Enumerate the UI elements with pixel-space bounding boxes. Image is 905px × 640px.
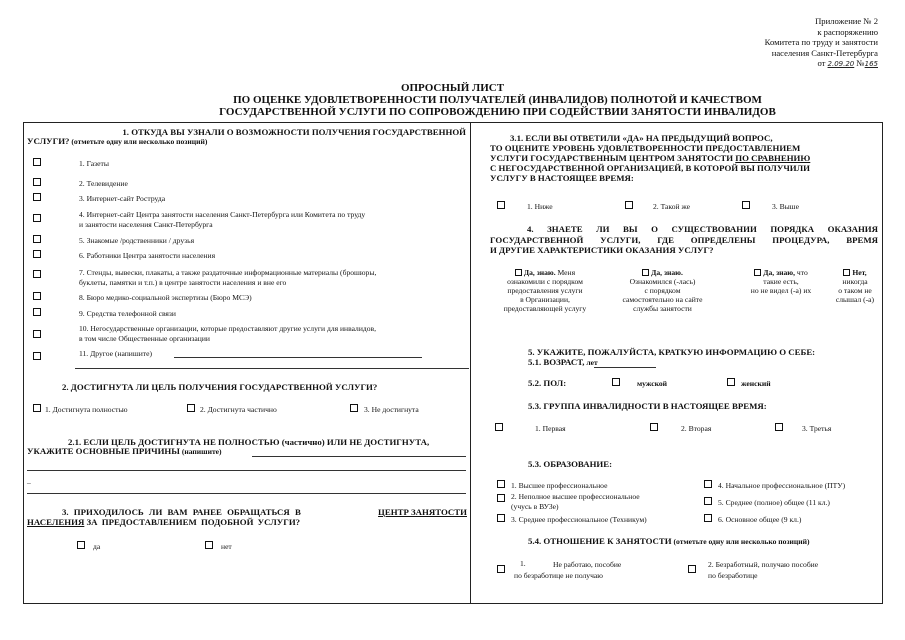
q31-option-higher: 3. Выше bbox=[772, 202, 799, 211]
q1-option-other: 11. Другое (напишите) bbox=[79, 349, 152, 358]
q1-checkbox-newspapers[interactable] bbox=[33, 158, 41, 166]
q5-option-group-3: 3. Третья bbox=[802, 424, 832, 433]
q5-checkbox-group-1[interactable] bbox=[495, 423, 503, 431]
q5-checkbox-male[interactable] bbox=[612, 378, 620, 386]
q1-option-rostrud-site: 3. Интернет-сайт Роструда bbox=[79, 194, 166, 203]
q3-checkbox-no[interactable] bbox=[205, 541, 213, 549]
q5-option-emp-with-benefit-cont: по безработице bbox=[708, 571, 758, 580]
q4-heading: 4. ЗНАЕТЕ ЛИ ВЫ О СУЩЕСТВОВАНИИ ПОРЯДКА ОКАЗАНИЯ ГОСУДАРСТВЕННОЙ УСЛУГИ, ГДЕ ОПРЕДЕЛЕНЫ ПРОЦЕДУРА, ВРЕМЯ И ДРУГИЕ ХАРАКТЕРИСТИКИ ОКАЗАНИЯ УСЛУГ? bbox=[490, 224, 878, 255]
q21-write-line-1[interactable] bbox=[252, 456, 466, 457]
q4-option-self-informed[interactable]: Да, знаю. Ознакомился (-лась) с порядком самостоятельно на сайте службы занятости bbox=[622, 268, 703, 313]
q1-option-ngo-cont: в том числе Общественные организации bbox=[79, 334, 210, 343]
q1-option-mse-bureau: 8. Бюро медико-социальной экспертизы (Бюро МСЭ) bbox=[79, 293, 252, 302]
q2-checkbox-fully[interactable] bbox=[33, 404, 41, 412]
q2-heading: 2. ДОСТИГНУТА ЛИ ЦЕЛЬ ПОЛУЧЕНИЯ ГОСУДАРСТВЕННОЙ УСЛУГИ? bbox=[62, 382, 378, 392]
q5-option-edu-higher: 1. Высшее профессиональное bbox=[511, 481, 608, 490]
q4-option-never[interactable]: Нет, никогда о таком не слышал (-а) bbox=[835, 268, 875, 304]
q3-heading: 3. ПРИХОДИЛОСЬ ЛИ ВАМ РАНЕЕ ОБРАЩАТЬСЯ В ЦЕНТР ЗАНЯТОСТИ bbox=[62, 507, 467, 517]
appendix-line: к распоряжению bbox=[817, 26, 878, 37]
q5-option-emp-no-benefit-cont: по безработице не получаю bbox=[514, 571, 603, 580]
q5-option-emp-no-benefit-num: 1. bbox=[520, 559, 526, 568]
q5-checkbox-edu-full-general[interactable] bbox=[704, 497, 712, 505]
q5-checkbox-edu-secondary-prof[interactable] bbox=[497, 514, 505, 522]
q1-option-stands: 7. Стенды, вывески, плакаты, а также раздаточные информационные материалы (брошюры, bbox=[79, 268, 377, 277]
appendix-date-line: от 2.09.20 №165 bbox=[817, 58, 878, 69]
q2-checkbox-partially[interactable] bbox=[187, 404, 195, 412]
q5-option-edu-incomplete-cont: (учусь в ВУЗе) bbox=[511, 502, 559, 511]
q31-checkbox-lower[interactable] bbox=[497, 201, 505, 209]
form-title-line: ОПРОСНЫЙ ЛИСТ bbox=[400, 82, 505, 94]
q1-checkbox-stands[interactable] bbox=[33, 270, 41, 278]
form-title-line: ГОСУДАРСТВЕННОЙ УСЛУГИ ПО СОПРОВОЖДЕНИЮ ПРИ СОДЕЙСТВИИ ЗАНЯТОСТИ ИНВАЛИДОВ bbox=[219, 106, 776, 118]
q5-option-edu-incomplete: 2. Неполное высшее профессиональное bbox=[511, 492, 640, 501]
q5-option-group-1: 1. Первая bbox=[535, 424, 566, 433]
q1-option-center-site: 4. Интернет-сайт Центра занятости населения Санкт-Петербурга или Комитета по труду bbox=[79, 210, 366, 219]
q5-option-emp-with-benefit: 2. Безработный, получаю пособие bbox=[708, 560, 819, 569]
q5-option-edu-full-general: 5. Среднее (полное) общее (11 кл.) bbox=[718, 498, 830, 507]
q5-education-heading: 5.3. ОБРАЗОВАНИЕ: bbox=[528, 459, 613, 469]
q5-option-male: мужской bbox=[637, 379, 668, 388]
q2-option-not: 3. Не достигнута bbox=[364, 405, 419, 414]
q4-checkbox-heard-not-seen[interactable] bbox=[754, 269, 761, 276]
appendix-line: Комитета по труду и занятости bbox=[764, 37, 878, 48]
q4-checkbox-self-informed[interactable] bbox=[642, 269, 649, 276]
q3-option-yes: да bbox=[93, 542, 101, 551]
q1-heading: 1. ОТКУДА ВЫ УЗНАЛИ О ВОЗМОЖНОСТИ ПОЛУЧЕНИЯ ГОСУДАРСТВЕННОЙ bbox=[122, 127, 466, 137]
q21-write-line-2[interactable] bbox=[27, 470, 466, 471]
q1-option-phone: 9. Средства телефонной связи bbox=[79, 309, 176, 318]
q5-checkbox-female[interactable] bbox=[727, 378, 735, 386]
q4-option-informed-by-org[interactable]: Да, знаю. Меня ознакомили с порядком предоставления услуги в Организации, предоставляющей услугу bbox=[503, 268, 587, 313]
q1-checkbox-ngo[interactable] bbox=[33, 330, 41, 338]
q31-heading-cont: ТО ОЦЕНИТЕ УРОВЕНЬ УДОВЛЕТВОРЕННОСТИ ПРЕДОСТАВЛЕНИЕМ УСЛУГИ ГОСУДАРСТВЕННЫМ ЦЕНТРОМ ЗАНЯТОСТИ ПО СРАВНЕНИЮ С НЕГОСУДАРСТВЕННОЙ ОРГАНИЗАЦИЕЙ, В КОТОРОЙ ВЫ ПОЛУЧИЛИ УСЛУГУ В НАСТОЯЩЕЕ ВРЕМЯ: bbox=[490, 143, 811, 183]
q5-heading: 5. УКАЖИТЕ, ПОЖАЛУЙСТА, КРАТКУЮ ИНФОРМАЦИЮ О СЕБЕ: bbox=[528, 347, 816, 357]
q5-age-write-line[interactable] bbox=[594, 367, 656, 368]
q1-checkbox-other[interactable] bbox=[33, 352, 41, 360]
q5-group-heading: 5.3. ГРУППА ИНВАЛИДНОСТИ В НАСТОЯЩЕЕ ВРЕМЯ: bbox=[528, 401, 767, 411]
q1-checkbox-rostrud-site[interactable] bbox=[33, 193, 41, 201]
q1-checkbox-mse-bureau[interactable] bbox=[33, 292, 41, 300]
q1-other-write-line-2[interactable] bbox=[75, 368, 469, 369]
q5-checkbox-emp-with-benefit[interactable] bbox=[688, 565, 696, 573]
q5-checkbox-group-3[interactable] bbox=[775, 423, 783, 431]
q31-option-lower: 1. Ниже bbox=[527, 202, 553, 211]
q5-checkbox-edu-incomplete[interactable] bbox=[497, 494, 505, 502]
q1-option-ngo: 10. Негосударственные организации, которые предоставляют другие услуги для инвалидов, bbox=[79, 324, 377, 333]
q4-checkbox-never[interactable] bbox=[843, 269, 850, 276]
q21-dash: – bbox=[27, 478, 31, 487]
q5-option-edu-basic-general: 6. Основное общее (9 кл.) bbox=[718, 515, 802, 524]
q1-checkbox-acquaintances[interactable] bbox=[33, 235, 41, 243]
q5-option-edu-secondary-prof: 3. Среднее профессиональное (Техникум) bbox=[511, 515, 647, 524]
q21-heading-cont: УКАЖИТЕ ОСНОВНЫЕ ПРИЧИНЫ (напишите) bbox=[27, 446, 222, 456]
q1-checkbox-tv[interactable] bbox=[33, 178, 41, 186]
q1-option-tv: 2. Телевидение bbox=[79, 179, 128, 188]
q5-option-emp-no-benefit: Не работаю, пособие bbox=[553, 560, 622, 569]
q3-option-no: нет bbox=[221, 542, 232, 551]
q1-option-newspapers: 1. Газеты bbox=[79, 159, 109, 168]
q21-hint: (напишите) bbox=[181, 447, 222, 456]
q2-checkbox-not[interactable] bbox=[350, 404, 358, 412]
q5-checkbox-edu-higher[interactable] bbox=[497, 480, 505, 488]
q2-option-partially: 2. Достигнута частично bbox=[200, 405, 277, 414]
form-title bbox=[0, 82, 905, 118]
q5-sex-label: 5.2. ПОЛ: bbox=[528, 378, 567, 388]
appendix-number: Приложение № 2 bbox=[815, 16, 878, 26]
q21-heading: 2.1. ЕСЛИ ЦЕЛЬ ДОСТИГНУТА НЕ ПОЛНОСТЬЮ (частично) ИЛИ НЕ ДОСТИГНУТА, bbox=[68, 437, 430, 447]
q1-checkbox-phone[interactable] bbox=[33, 308, 41, 316]
column-divider bbox=[470, 122, 471, 604]
q5-checkbox-edu-basic-general[interactable] bbox=[704, 514, 712, 522]
q5-employment-hint: (отметьте одну или несколько позиций) bbox=[673, 537, 810, 546]
q5-checkbox-edu-vocational[interactable] bbox=[704, 480, 712, 488]
number-handwritten: 165 bbox=[864, 60, 878, 69]
q5-option-group-2: 2. Вторая bbox=[681, 424, 712, 433]
q1-hint: (отметьте одну или несколько позиций) bbox=[71, 137, 208, 146]
appendix-header bbox=[765, 16, 878, 70]
q1-option-stands-cont: буклеты, памятки и т.п.) в центре занятости населения и вне его bbox=[79, 278, 287, 287]
q21-write-line-3[interactable] bbox=[27, 493, 466, 494]
q1-option-center-site-cont: и занятости населения Санкт-Петербурга bbox=[79, 220, 213, 229]
q5-checkbox-emp-no-benefit[interactable] bbox=[497, 565, 505, 573]
q4-option-heard-not-seen[interactable]: Да, знаю, что такие есть, но не видел (-а) их bbox=[750, 268, 812, 295]
appendix-line: населения Санкт-Петербурга bbox=[771, 47, 878, 58]
q5-checkbox-group-2[interactable] bbox=[650, 423, 658, 431]
q5-option-edu-vocational: 4. Начальное профессиональное (ПТУ) bbox=[718, 481, 846, 490]
q31-checkbox-higher[interactable] bbox=[742, 201, 750, 209]
q31-checkbox-same[interactable] bbox=[625, 201, 633, 209]
form-title-line: ПО ОЦЕНКЕ УДОВЛЕТВОРЕННОСТИ ПОЛУЧАТЕЛЕЙ (ИНВАЛИДОВ) ПОЛНОТОЙ И КАЧЕСТВОМ bbox=[233, 94, 762, 106]
q5-employment-heading-row: 5.4. ОТНОШЕНИЕ К ЗАНЯТОСТИ (отметьте одну или несколько позиций) bbox=[528, 536, 810, 546]
q1-checkbox-center-staff[interactable] bbox=[33, 250, 41, 258]
q4-checkbox-informed-by-org[interactable] bbox=[515, 269, 522, 276]
q31-heading: 3.1. ЕСЛИ ВЫ ОТВЕТИЛИ «ДА» НА ПРЕДЫДУЩИЙ ВОПРОС, bbox=[510, 133, 773, 143]
q1-heading-cont: УСЛУГИ? (отметьте одну или несколько позиций) bbox=[27, 136, 208, 146]
q1-checkbox-center-site[interactable] bbox=[33, 214, 41, 222]
q2-option-fully: 1. Достигнута полностью bbox=[45, 405, 128, 414]
q1-option-acquaintances: 5. Знакомые /родственники / друзья bbox=[79, 236, 195, 245]
q5-option-female: женский bbox=[741, 379, 771, 388]
q5-age-row: 5.1. ВОЗРАСТ, лет bbox=[528, 357, 598, 367]
q3-checkbox-yes[interactable] bbox=[77, 541, 85, 549]
q3-heading-cont: НАСЕЛЕНИЯ ЗА ПРЕДОСТАВЛЕНИЕМ ПОДОБНОЙ УСЛУГИ? bbox=[27, 517, 301, 527]
q1-option-center-staff: 6. Работники Центра занятости населения bbox=[79, 251, 216, 260]
q1-other-write-line[interactable] bbox=[174, 357, 422, 358]
date-handwritten: 2.09.20 bbox=[827, 60, 855, 69]
q31-option-same: 2. Такой же bbox=[653, 202, 690, 211]
